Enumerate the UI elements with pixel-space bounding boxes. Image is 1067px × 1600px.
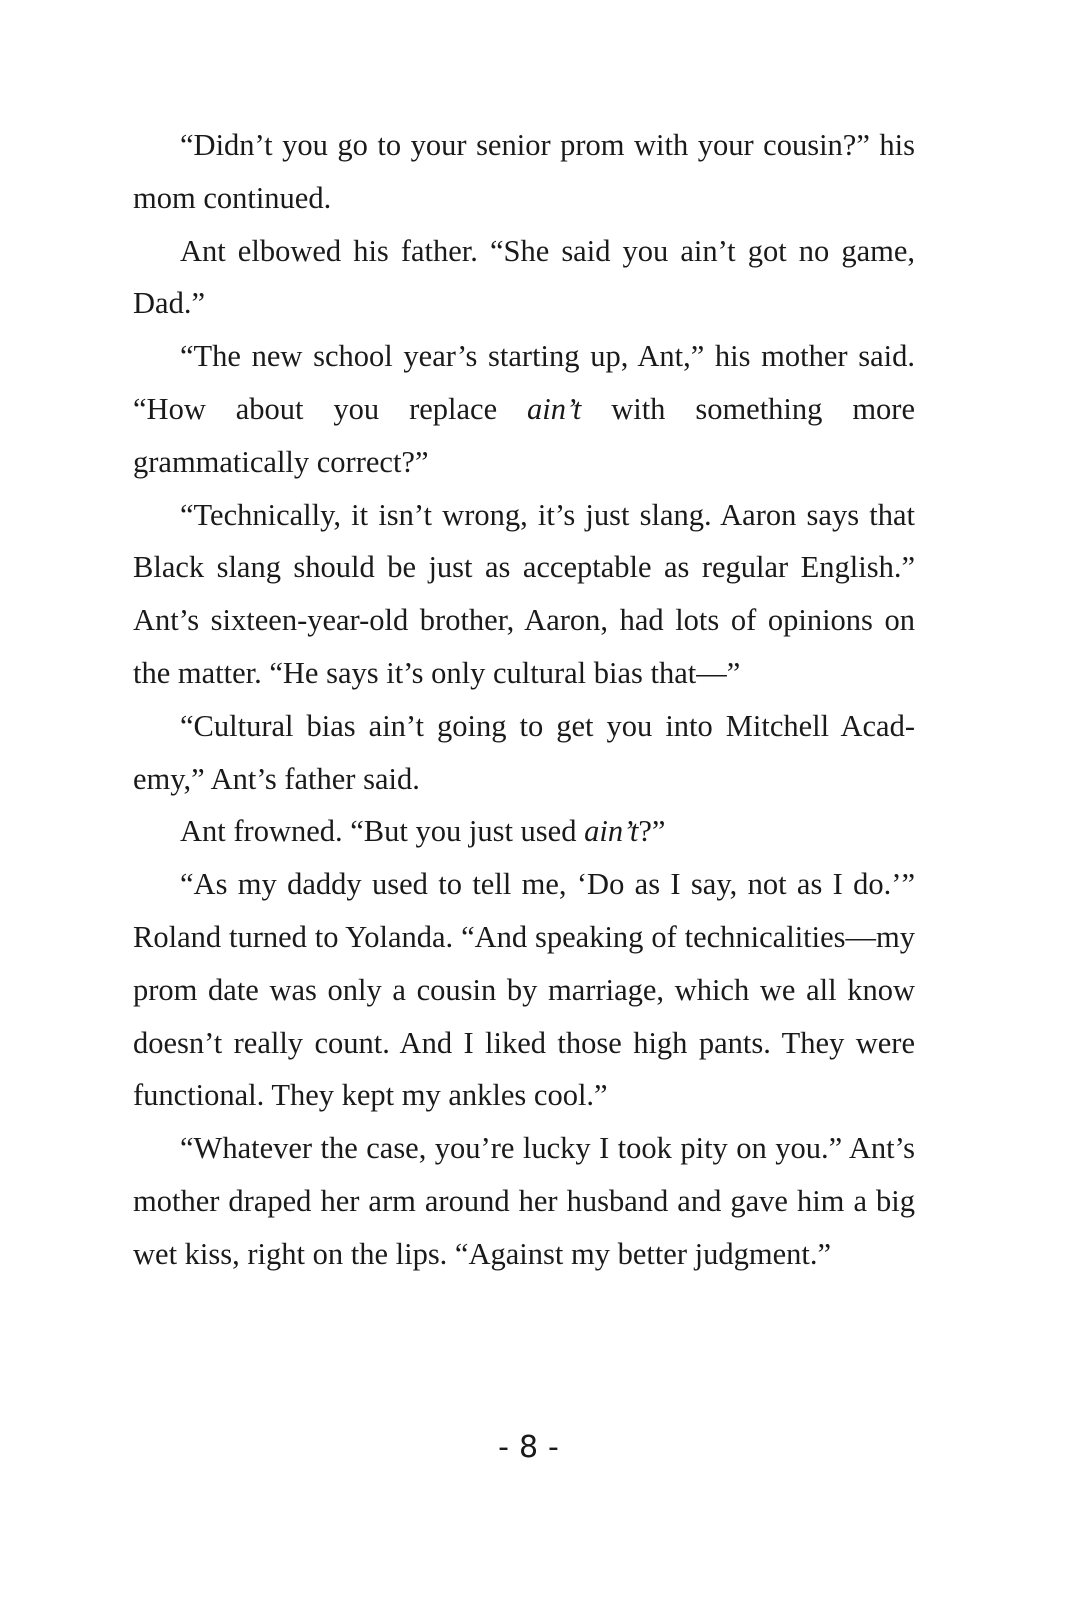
body-text bbox=[133, 119, 915, 1281]
paragraph-3-text-end: with something more grammatically correct?” bbox=[133, 391, 915, 479]
page-number: 8 bbox=[518, 1430, 549, 1465]
italic-word: ain’t bbox=[584, 814, 639, 849]
paragraph-7-text: “As my daddy used to tell me, ‘Do as I say, not as I do.’” Roland turned to Yolanda. “And speaking of technicalities—my prom date was only a cousin by marriage, which we all know doesn’t really count. And I liked those high pants. They were functional. They kept my ankles cool.” bbox=[133, 867, 915, 1113]
page-number-footer bbox=[0, 1428, 1067, 1468]
paragraph-2-text: Ant elbowed his father. “She said you ain’t got no game, Dad.” bbox=[133, 233, 915, 321]
paragraph-8-text: “Whatever the case, you’re lucky I took pity on you.” Ant’s mother draped her arm around her husband and gave him a big wet kiss, right on the lips. “Against my better judgment.” bbox=[133, 1131, 915, 1271]
paragraph-4-text: “Technically, it isn’t wrong, it’s just slang. Aaron says that Black slang should be just as acceptable as regular English.” Ant’s sixteen-year-old brother, Aaron, had lots of opinions on the matter. “He says it’s only cultural bias that—” bbox=[133, 497, 915, 690]
paragraph-7 bbox=[133, 858, 915, 1122]
paragraph-3-text: “The new school year’s starting up, Ant,” his mother said. “How about you replace bbox=[133, 339, 915, 426]
paragraph-6-text-end: ?” bbox=[638, 814, 666, 849]
paragraph-1 bbox=[133, 119, 915, 225]
paragraph-3 bbox=[133, 330, 915, 488]
paragraph-6 bbox=[133, 805, 915, 858]
folio-dash-left: - bbox=[498, 1430, 519, 1465]
paragraph-6-text: Ant frowned. “But you just used bbox=[180, 814, 585, 849]
paragraph-5 bbox=[133, 700, 915, 806]
paragraph-4 bbox=[133, 489, 915, 700]
paragraph-8 bbox=[133, 1122, 915, 1280]
italic-word: ain’t bbox=[527, 391, 582, 426]
paragraph-2 bbox=[133, 225, 915, 331]
folio-dash-right: - bbox=[548, 1430, 569, 1465]
paragraph-5-text: “Cultural bias ain’t going to get you into Mitchell Academy,” Ant’s father said. bbox=[133, 708, 915, 796]
paragraph-1-text: “Didn’t you go to your senior prom with your cousin?” his mom continued. bbox=[133, 128, 915, 215]
